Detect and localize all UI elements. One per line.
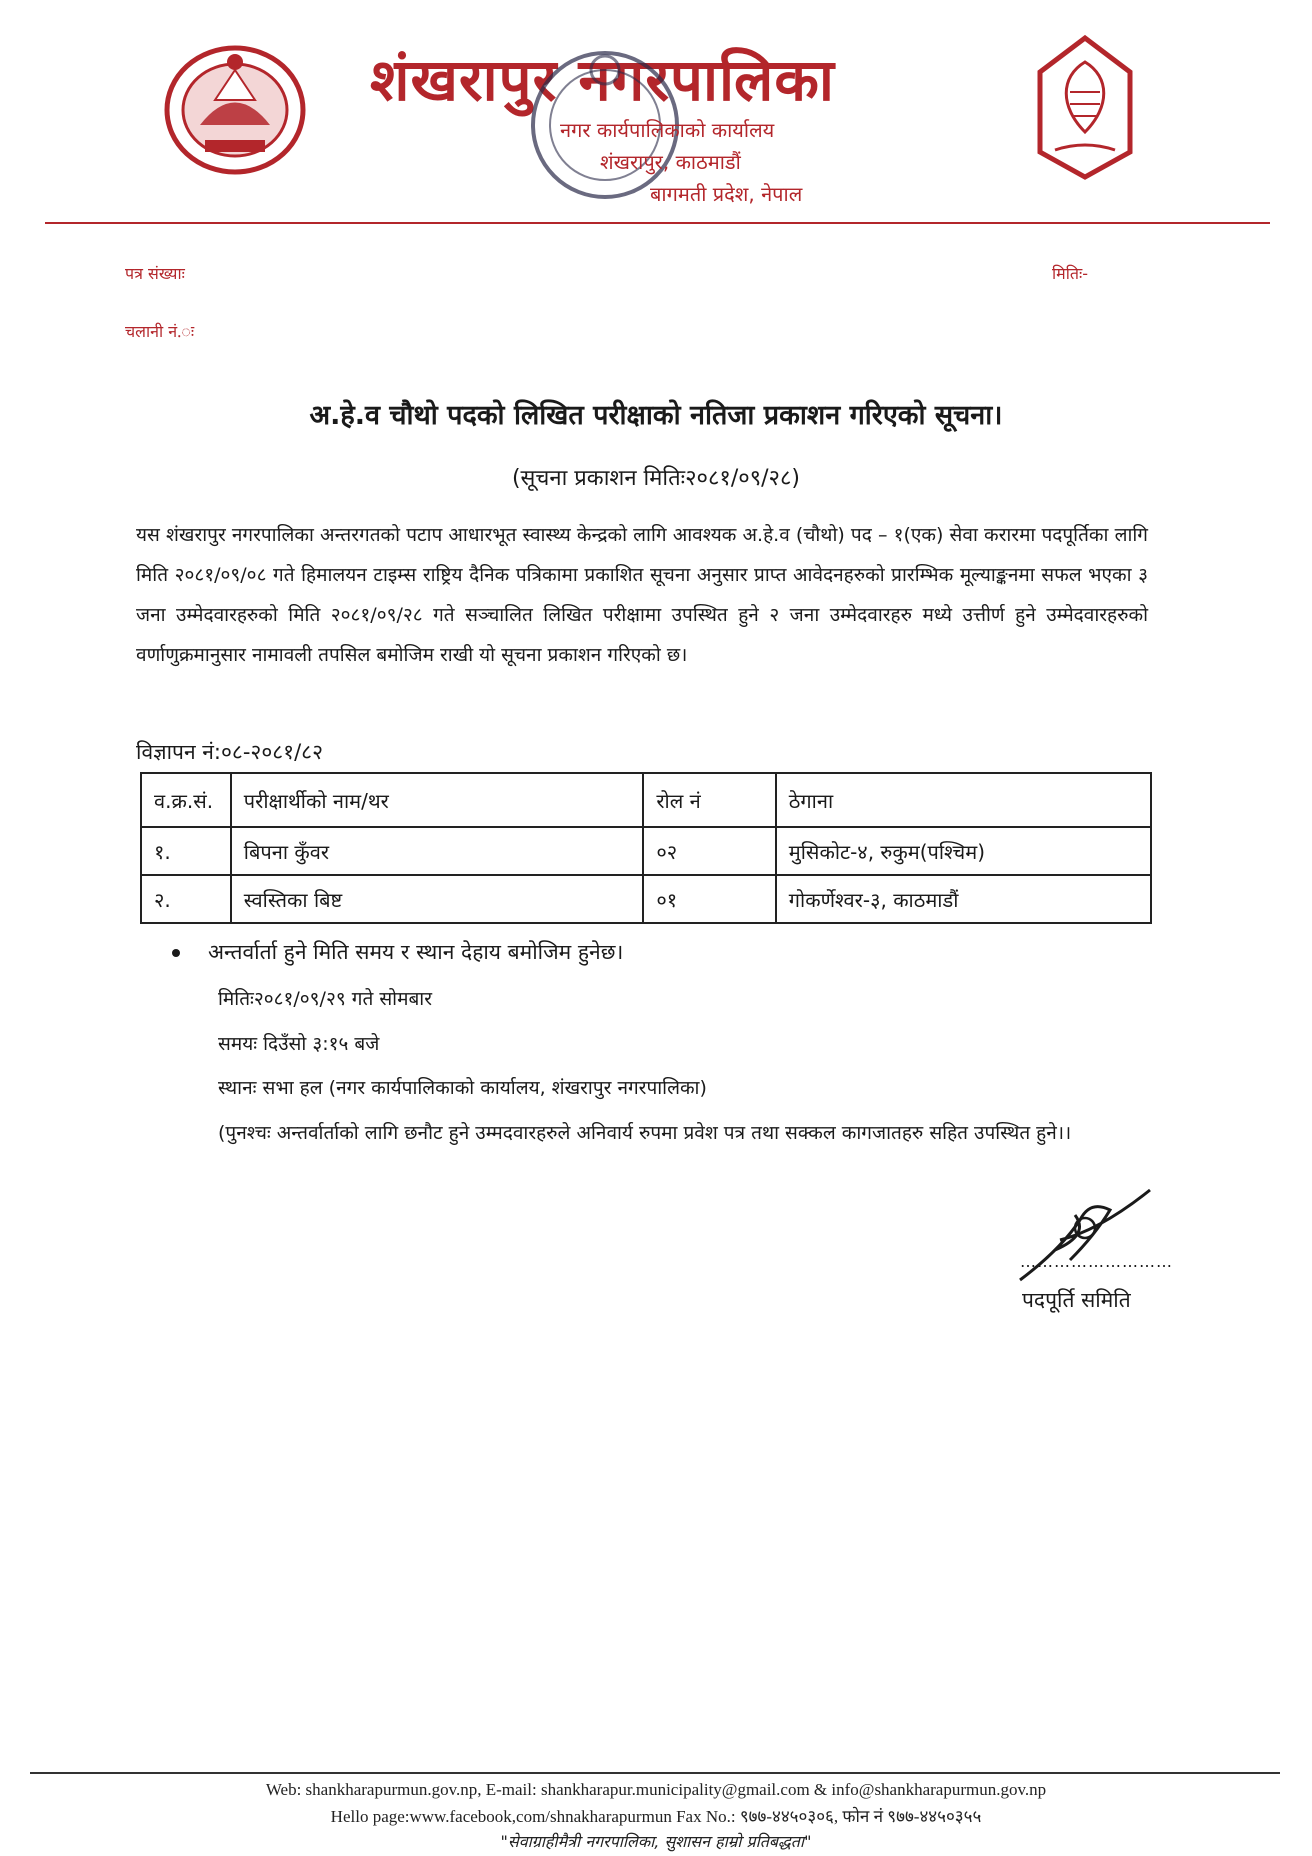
dispatch-number-label: चलानी नं.ः bbox=[125, 322, 195, 341]
office-address: शंखरापुर, काठमाडौं bbox=[600, 150, 741, 174]
municipality-logo-icon bbox=[1025, 32, 1145, 182]
footer-contact-social-phone: Hello page:www.facebook,com/shnakharapurmun Fax No.: ९७७-४४५०३०६, फोन नं ९७७-४४५०३५५ bbox=[330, 1807, 982, 1826]
signature-line: ……………………… bbox=[1020, 1252, 1173, 1271]
cell-address: मुसिकोट-४, रुकुम(पश्चिम) bbox=[776, 827, 1151, 875]
cell-serial: २. bbox=[141, 875, 231, 923]
interview-note: (पुनश्चः अन्तर्वार्ताको लागि छनौट हुने उम्मदवारहरुले अनिवार्य रुपमा प्रवेश पत्र तथा सक्कल कागजातहरु सहित उपस्थित हुने।। bbox=[218, 1122, 1072, 1144]
municipality-name: शंखरापुर नगरपालिका bbox=[370, 46, 835, 114]
notice-publish-date: (सूचना प्रकाशन मितिः२०८१/०९/२८) bbox=[511, 466, 801, 491]
cell-serial: १. bbox=[141, 827, 231, 875]
column-header-address: ठेगाना bbox=[776, 773, 1151, 827]
footer-slogan: "सेवाग्राहीमैत्री नगरपालिका, सुशासन हाम्रो प्रतिबद्धता" bbox=[500, 1832, 812, 1851]
interview-date: मितिः२०८१/०९/२९ गते सोमबार bbox=[218, 988, 432, 1010]
footer-contact-web-email: Web: shankharapurmun.gov.np, E-mail: shankharapur.municipality@gmail.com & info@shankharapurmun.gov.np bbox=[265, 1780, 1047, 1799]
interview-intro-text: अन्तर्वार्ता हुने मिति समय र स्थान देहाय बमोजिम हुनेछ। bbox=[208, 940, 624, 964]
nepal-emblem-icon bbox=[160, 40, 310, 180]
table-header-row bbox=[141, 773, 1151, 827]
signature-committee-label: पदपूर्ति समिति bbox=[1022, 1288, 1131, 1312]
date-label: मितिः- bbox=[1052, 264, 1088, 283]
table-row bbox=[141, 827, 1151, 875]
bullet-icon bbox=[172, 949, 180, 957]
cell-address: गोकर्णेश्वर-३, काठमाडौं bbox=[776, 875, 1151, 923]
advertisement-number: विज्ञापन नं:०८-२०८१/८२ bbox=[136, 740, 324, 764]
notice-body-paragraph: यस शंखरापुर नगरपालिका अन्तरगतको पटाप आधारभूत स्वास्थ्य केन्द्रको लागि आवश्यक अ.हे.व (चौथो) पद – १(एक) सेवा करारमा पदपूर्तिका लागि मिति २०८१/०९/०८ गते हिमालयन टाइम्स राष्ट्रिय दैनिक पत्रिकामा प्रकाशित सूचना अनुसार प्राप्त आवेदनहरुको प्रारम्भिक मूल्याङ्कनमा सफल भएका ३ जना उम्मेदवारहरुको मिति २०८१/०९/२८ गते सञ्चालित लिखित परीक्षामा उपस्थित हुने २ जना उम्मेदवारहरु मध्ये उत्तीर्ण हुने उम्मेदवारहरुको वर्णाणुक्रमानुसार नामावली तपसिल बमोजिम राखी यो सूचना प्रकाशन गरिएको छ। bbox=[136, 524, 1148, 666]
column-header-roll: रोल नं bbox=[643, 773, 775, 827]
office-name: नगर कार्यपालिकाको कार्यालय bbox=[560, 118, 775, 142]
reference-number-label: पत्र संख्याः bbox=[125, 264, 185, 283]
cell-roll: ०२ bbox=[643, 827, 775, 875]
office-country: बागमती प्रदेश, नेपाल bbox=[650, 182, 803, 206]
results-table bbox=[140, 772, 1152, 924]
interview-place: स्थानः सभा हल (नगर कार्यपालिकाको कार्यालय, शंखरापुर नगरपालिका) bbox=[218, 1077, 707, 1099]
header-divider bbox=[45, 222, 1270, 224]
cell-name: बिपना कुँवर bbox=[231, 827, 644, 875]
column-header-name: परीक्षार्थीको नाम/थर bbox=[231, 773, 644, 827]
footer-divider bbox=[30, 1772, 1280, 1774]
signature-icon bbox=[1000, 1180, 1170, 1300]
cell-roll: ०१ bbox=[643, 875, 775, 923]
interview-time: समयः दिउँसो ३:१५ बजे bbox=[218, 1033, 380, 1055]
notice-title: अ.हे.व चौथो पदको लिखित परीक्षाको नतिजा प्रकाशन गरिएको सूचना। bbox=[309, 400, 1003, 431]
interview-intro bbox=[172, 938, 623, 966]
table-row bbox=[141, 875, 1151, 923]
cell-name: स्वस्तिका बिष्ट bbox=[231, 875, 644, 923]
column-header-serial: व.क्र.सं. bbox=[141, 773, 231, 827]
